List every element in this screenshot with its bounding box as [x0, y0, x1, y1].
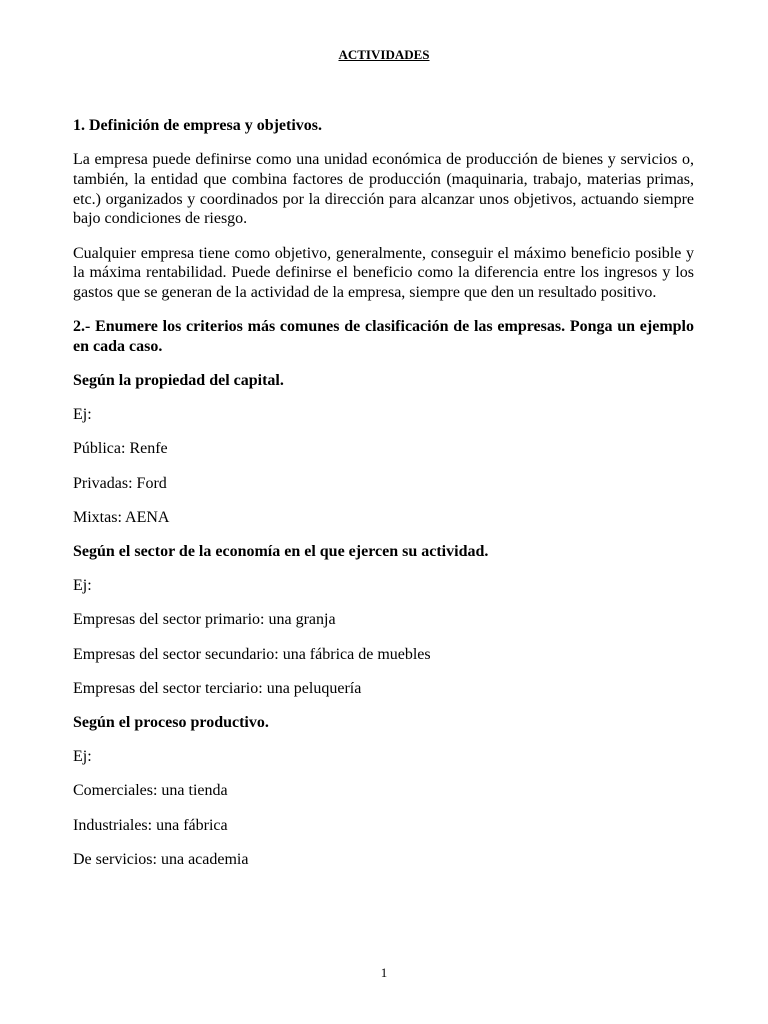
- criterion-sector-heading: Según el sector de la economía en el que ejercen su actividad.: [73, 543, 489, 561]
- list-item: De servicios: una academia: [73, 850, 249, 868]
- list-item: Empresas del sector terciario: una peluquería: [73, 679, 362, 697]
- document-body: [73, 116, 694, 884]
- list-item: Industriales: una fábrica: [73, 816, 228, 834]
- criterion-process-example-label: Ej:: [73, 748, 92, 766]
- criterion-sector-example-label: Ej:: [73, 577, 92, 595]
- list-item: Empresas del sector primario: una granja: [73, 611, 336, 629]
- list-item: Mixtas: AENA: [73, 508, 170, 526]
- section-1-paragraph-1: La empresa puede definirse como una unidad económica de producción de bienes y servicios o, también, la entidad que combina factores de producción (maquinaria, trabajo, materias primas, etc.) organizados y coordinados por la dirección para alcanzar unos objetivos, actuando siempre bajo condiciones de riesgo.: [73, 151, 694, 228]
- criterion-capital-example-label: Ej:: [73, 406, 92, 424]
- list-item: Pública: Renfe: [73, 440, 168, 458]
- section-1-heading: 1. Definición de empresa y objetivos.: [73, 117, 323, 134]
- list-item: Comerciales: una tienda: [73, 782, 228, 800]
- section-1-paragraph-2: Cualquier empresa tiene como objetivo, generalmente, conseguir el máximo beneficio posible y la máxima rentabilidad. Puede definirse el beneficio como la diferencia entre los ingresos y los gastos que se generan de la actividad de la empresa, siempre que den un resultado positivo.: [73, 244, 694, 301]
- list-item: Empresas del sector secundario: una fábrica de muebles: [73, 645, 431, 663]
- section-2-heading: 2.- Enumere los criterios más comunes de clasificación de las empresas. Ponga un ejemplo en cada caso.: [73, 318, 694, 355]
- criterion-process-heading: Según el proceso productivo.: [73, 714, 269, 732]
- page-title: ACTIVIDADES: [338, 47, 430, 62]
- page-number: 1: [380, 965, 388, 980]
- criterion-capital-heading: Según la propiedad del capital.: [73, 372, 284, 390]
- list-item: Privadas: Ford: [73, 474, 167, 492]
